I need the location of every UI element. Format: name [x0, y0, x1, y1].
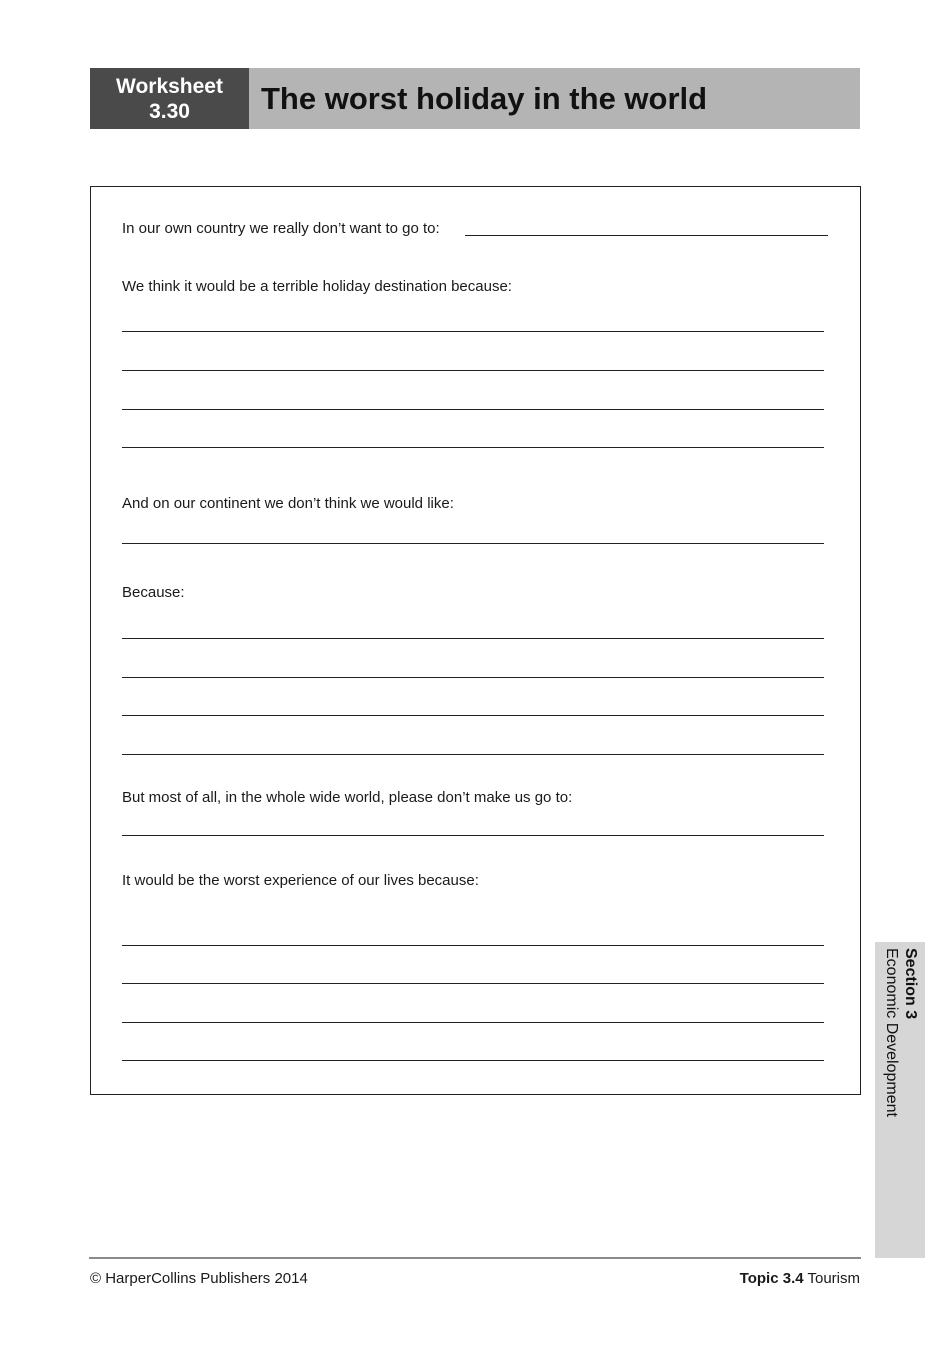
prompt-own-country: In our own country we really don’t want to go to: — [122, 220, 440, 237]
side-tab-text — [880, 948, 920, 1248]
footer-divider — [89, 1257, 861, 1259]
answer-line[interactable] — [122, 409, 824, 410]
section-label: Section 3 — [902, 948, 919, 1020]
worksheet-frame — [90, 186, 861, 1095]
worksheet-badge — [90, 68, 249, 129]
badge-label: Worksheet — [116, 74, 223, 98]
footer-topic-label: Topic 3.4 — [739, 1270, 804, 1287]
prompt-because: Because: — [122, 584, 185, 601]
answer-line[interactable] — [122, 754, 824, 755]
footer-topic-name: Tourism — [807, 1270, 860, 1287]
answer-line[interactable] — [122, 331, 824, 332]
footer-copyright: © HarperCollins Publishers 2014 — [90, 1270, 308, 1287]
prompt-terrible-because: We think it would be a terrible holiday destination because: — [122, 278, 512, 295]
page-title: The worst holiday in the world — [261, 80, 708, 116]
section-side-tab — [875, 942, 925, 1258]
answer-line[interactable] — [122, 983, 824, 984]
title-bar — [249, 68, 860, 129]
answer-line[interactable] — [122, 1022, 824, 1023]
answer-line[interactable] — [122, 1060, 824, 1061]
answer-line[interactable] — [122, 835, 824, 836]
section-subtitle: Economic Development — [883, 948, 900, 1117]
worksheet-header — [90, 68, 860, 129]
answer-line[interactable] — [122, 638, 824, 639]
prompt-worst-experience: It would be the worst experience of our lives because: — [122, 872, 479, 889]
badge-number: 3.30 — [149, 99, 190, 123]
answer-line[interactable] — [122, 370, 824, 371]
answer-line[interactable] — [122, 945, 824, 946]
prompt-whole-world: But most of all, in the whole wide world, please don’t make us go to: — [122, 789, 573, 806]
answer-line[interactable] — [122, 715, 824, 716]
prompt-continent: And on our continent we don’t think we would like: — [122, 495, 454, 512]
answer-line-own-country[interactable] — [465, 235, 828, 236]
answer-line[interactable] — [122, 677, 824, 678]
footer-topic — [740, 1270, 860, 1287]
answer-line[interactable] — [122, 543, 824, 544]
answer-line[interactable] — [122, 447, 824, 448]
